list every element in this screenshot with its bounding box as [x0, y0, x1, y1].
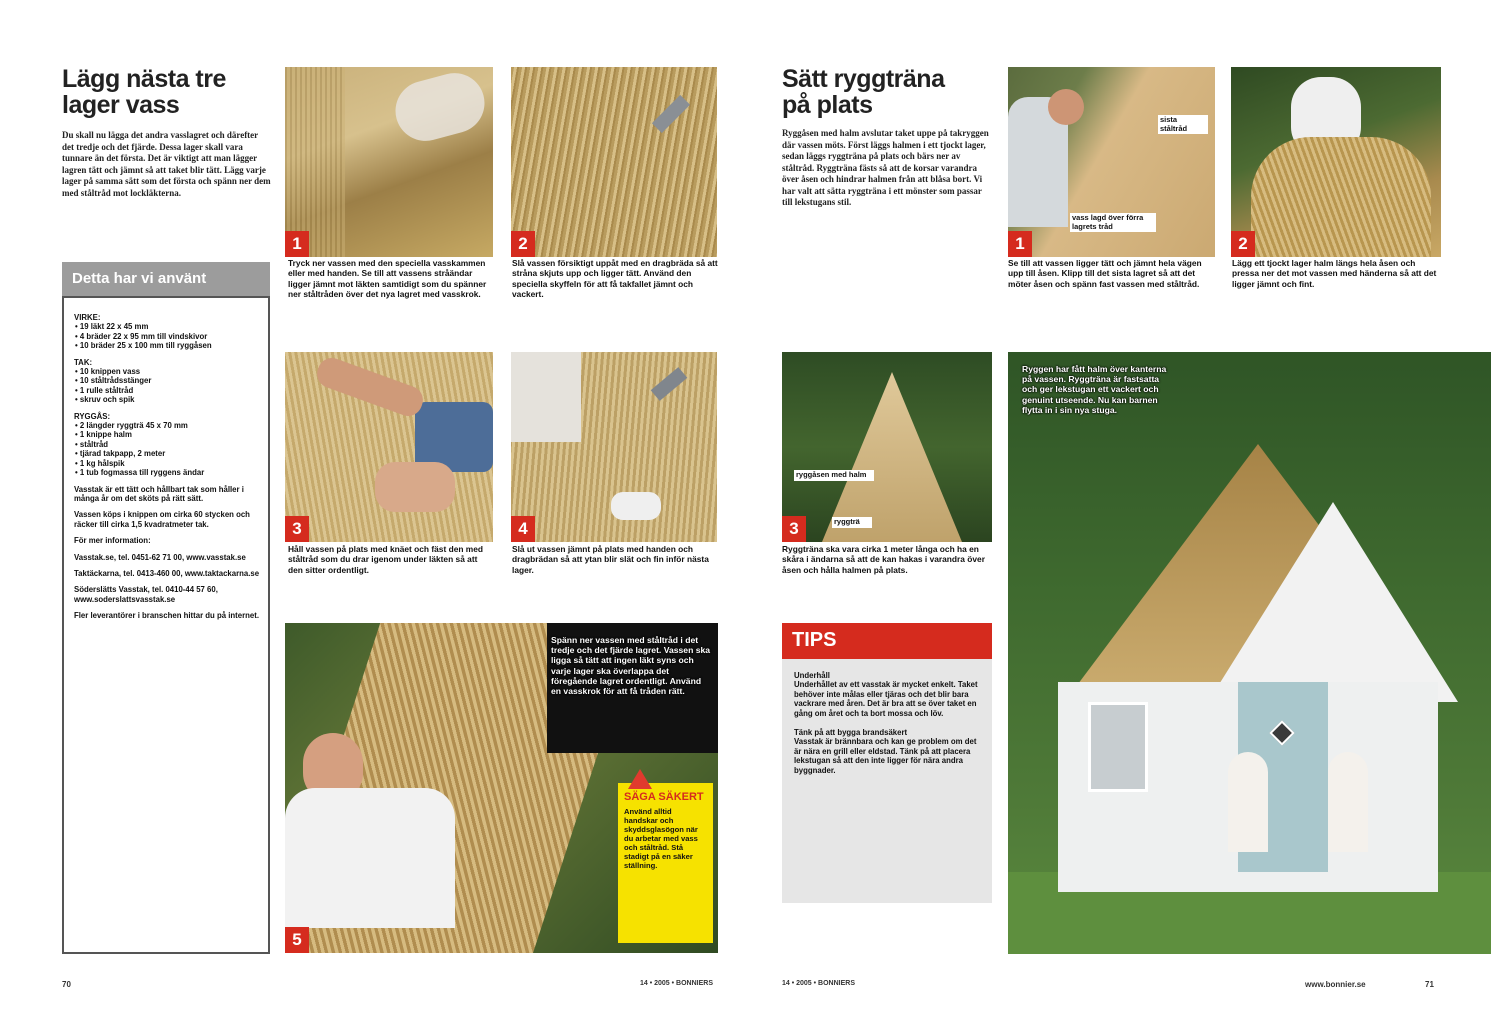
panel-paragraph: Vassen köps i knippen om cirka 60 stycken och räcker till cirka 1,5 kvadratmeter tak. [74, 510, 250, 529]
big-photo-text: Ryggen har fått halm över kanterna på vassen. Ryggträna är fastsatta och ger lekstugan ett vackert och genuint utseende. Nu kan barnen flytta in i sin nya stuga. [1022, 364, 1167, 415]
panel-paragraph: Fler leverantörer i branschen hittar du på internet. [74, 611, 260, 621]
step-photo-2 [511, 67, 717, 257]
safety-box: SÄGA SÄKERT Använd alltid handskar och skyddsglasögon när du arbetar med vass och ståltråd. Stå stadigt på en säker ställning. [618, 783, 713, 943]
section-tak: TAK: • 10 knippen vass • 10 ståltrådsstänger • 1 rulle ståltråd • skruv och spik [74, 358, 262, 405]
materials-list [74, 306, 262, 621]
list-item: • 19 läkt 22 x 45 mm [82, 322, 262, 331]
step-badge: 1 [285, 231, 309, 257]
tip-title: Underhåll [794, 671, 830, 680]
photo-label: sista ståltråd [1158, 115, 1208, 134]
tips-box [782, 659, 992, 903]
step-photo-1 [285, 67, 493, 257]
step-caption: Slå vassen försiktigt uppåt med en dragbräda så att stråna skjuts upp och ligger tätt. Använd den speciella skyffeln för att få takfallet jämnt och vackert. [512, 258, 718, 300]
step-badge: 5 [285, 927, 309, 953]
step-badge: 3 [285, 516, 309, 542]
step-caption: Se till att vassen ligger tätt och jämnt hela vägen upp till åsen. Klipp till det sista lagret så att det möter åsen och spänn fast vassen med ståltråd. [1008, 258, 1202, 289]
panel-heading: Detta har vi använt [62, 262, 270, 296]
step-badge: 1 [1008, 231, 1032, 257]
list-item: • 4 bräder 22 x 95 mm till vindskivor [82, 332, 262, 341]
step-photo-5 [285, 623, 718, 953]
right-step-photo-1 [1008, 67, 1215, 257]
photo-label: vass lagd över förra lagrets tråd [1070, 213, 1156, 232]
tips-header: TIPS [782, 623, 992, 659]
right-step-photo-2 [1231, 67, 1441, 257]
playhouse-photo [1008, 352, 1491, 954]
right-title: Sätt ryggträna på plats [782, 65, 945, 119]
footer-left: 14 • 2005 • BONNIERS [640, 980, 713, 987]
step-badge: 4 [511, 516, 535, 542]
step-badge: 2 [511, 231, 535, 257]
tip-text: Vasstak är brännbara och kan ge problem om det är nära en grill eller eldstad. Tänk på att placera lekstugan så att den inte ligger för nära andra byggnader. [794, 737, 977, 775]
panel-link[interactable]: Vasstak.se, tel. 0451-62 71 00, www.vasstak.se [74, 552, 246, 562]
step-badge: 3 [782, 516, 806, 542]
website-link[interactable]: www.bonnier.se [1305, 980, 1366, 989]
step-badge: 2 [1231, 231, 1255, 257]
step-caption: Ryggträna ska vara cirka 1 meter långa och ha en skåra i ändarna så att de kan hakas i varandra över åsen och hålla halmen på plats. [782, 544, 985, 575]
page-number-left: 70 [62, 980, 71, 989]
page-number-right: 71 [1425, 980, 1434, 989]
step-photo-4 [511, 352, 717, 542]
list-item: • ståltråd [82, 440, 262, 449]
panel-paragraph: Vasstak är ett tätt och hållbart tak som håller i många år om det sköts på rätt sätt. [74, 484, 244, 503]
list-item: • 1 tub fogmassa till ryggens ändar [82, 468, 262, 477]
warning-icon [628, 769, 652, 789]
section-virke: VIRKE: • 19 läkt 22 x 45 mm • 4 bräder 22 x 95 mm till vindskivor • 10 bräder 25 x 100 mm till ryggåsen [74, 313, 262, 351]
step-caption: Håll vassen på plats med knäet och fäst den med ståltråd som du drar igenom under läkten så att den sitter ordentligt. [288, 544, 484, 575]
list-item: • tjärad takpapp, 2 meter [82, 449, 262, 458]
step-photo-3 [285, 352, 493, 542]
tip-title: Tänk på att bygga brandsäkert [794, 728, 908, 738]
list-item: • 1 kg hålspik [82, 459, 262, 468]
tip-text: Underhållet av ett vasstak är mycket enkelt. Taket behöver inte målas eller tjäras och det blir bara vackrare med åren. Det är bra att se över taket en gång om året och ta bort mossa och löv. [794, 680, 978, 718]
footer-right: 14 • 2005 • BONNIERS [782, 980, 855, 987]
photo-label: ryggåsen med halm [794, 470, 874, 481]
list-item: • 10 knippen vass [82, 367, 262, 376]
left-intro: Du skall nu lägga det andra vasslagret och därefter det tredje och det fjärde. Dessa lager skall vara tunnare än det första. Det är viktigt att man lägger lagren tätt och jämnt så att taket blir tätt. Lägg varje lager på samma sätt som det första och spänn ner dem med ståltråd mot lockläkterna. [62, 130, 271, 198]
step-caption: Lägg ett tjockt lager halm längs hela åsen och pressa ner det mot vassen med händerna så att det ligger jämnt och fint. [1232, 258, 1437, 289]
materials-panel [62, 296, 270, 954]
step-caption: Slå ut vassen jämnt på plats med handen och dragbrädan så att ytan blir slät och fin inför nästa lager. [512, 544, 709, 575]
photo5-text: Spänn ner vassen med ståltråd i det tredje och det fjärde lagret. Vassen ska ligga så tätt att ingen läkt syns och varje lager ska överlappa det föregående lagret ordentligt. Använd en vasskrok för att få tråden rätt. [551, 635, 711, 697]
section-ryggas: RYGGÅS: • 2 längder ryggträ 45 x 70 mm • 1 knippe halm • ståltråd • tjärad takpapp, 2 meter • 1 kg hålspik • 1 tub fogmassa till ryggens ändar [74, 412, 262, 478]
panel-link[interactable]: Taktäckarna, tel. 0413-460 00, www.taktackarna.se [74, 568, 260, 578]
list-item: • 2 längder ryggträ 45 x 70 mm [82, 421, 262, 430]
photo-label: ryggträ [832, 517, 872, 528]
panel-link[interactable]: Söderslätts Vasstak, tel. 0410-44 57 60, www.soderslattsvasstak.se [74, 585, 218, 604]
list-item: • 1 knippe halm [82, 430, 262, 439]
list-item: • 10 bräder 25 x 100 mm till ryggåsen [82, 341, 262, 350]
list-item: • 10 ståltrådsstänger [82, 376, 262, 385]
panel-paragraph: För mer information: [74, 536, 151, 546]
right-intro: Ryggåsen med halm avslutar taket uppe på takryggen där vassen möts. Först läggs halmen i ett tjockt lager, sedan läggs ryggträna på plats och bärs ner av ståltråd. Ryggträna fästs så att de korsar varandra över åsen och hindrar halmen från att blåsa bort. Vi har valt att sätta ryggträna i ett mönster som passar till lekstugans stil. [782, 128, 989, 207]
list-item: • skruv och spik [82, 395, 262, 404]
left-title: Lägg nästa tre lager vass [62, 65, 226, 119]
right-step-photo-3 [782, 352, 992, 542]
list-item: • 1 rulle ståltråd [82, 386, 262, 395]
step-caption: Tryck ner vassen med den speciella vasskammen eller med handen. Se till att vassens stråändar ligger jämnt mot läkten samtidigt som du spänner ner ståltråden över det nya lagret med vasskrok. [288, 258, 487, 300]
